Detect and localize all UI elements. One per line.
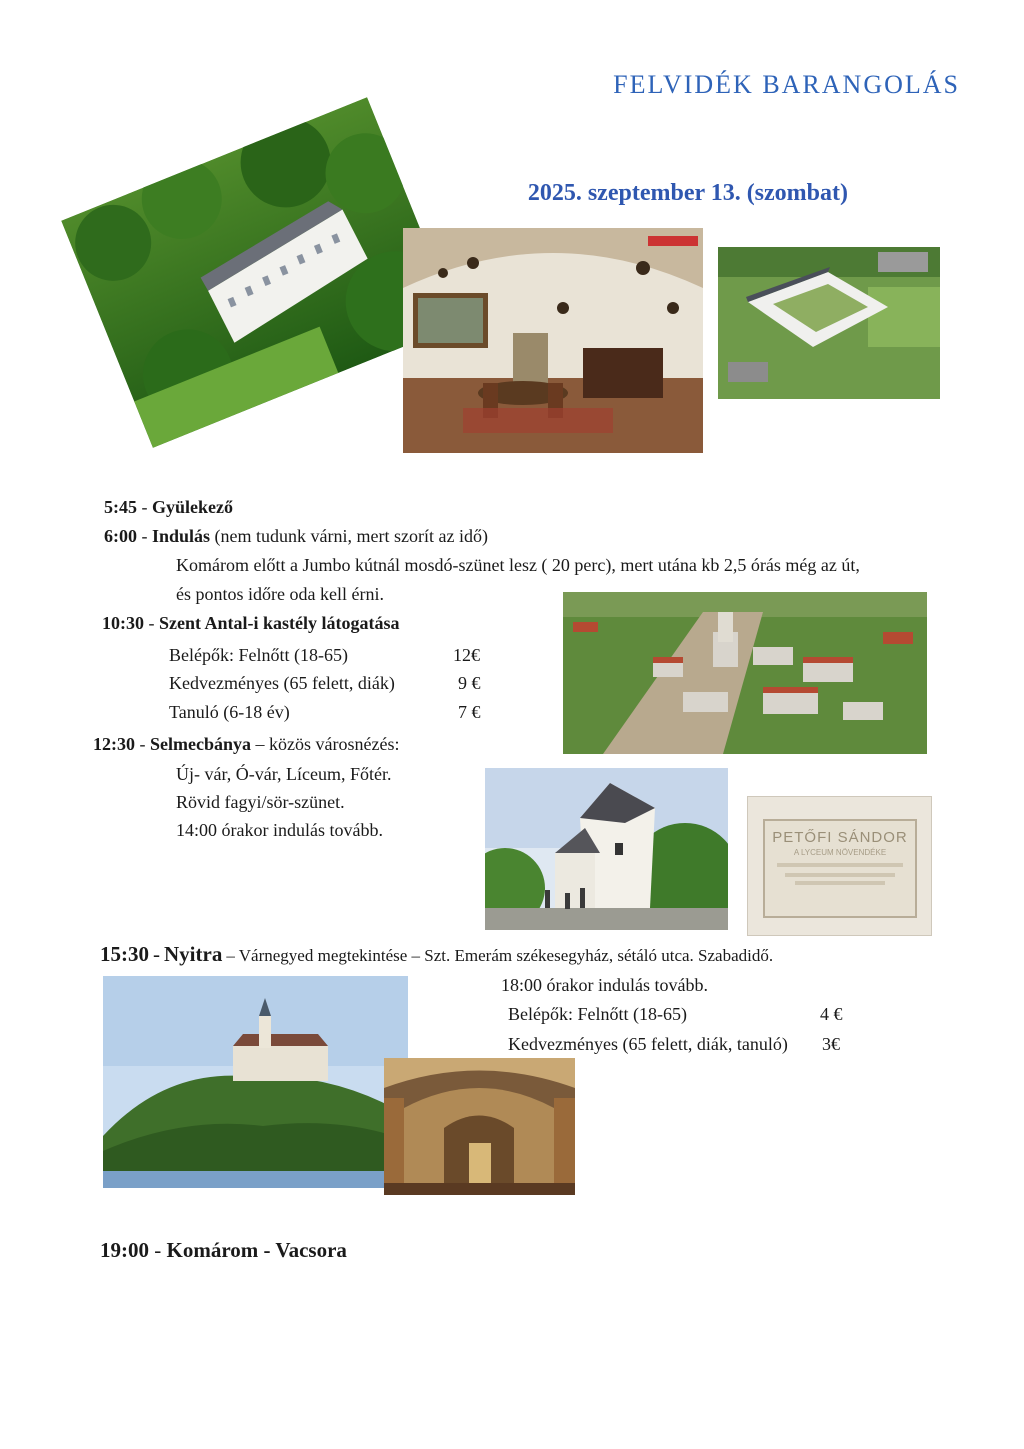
- nitra-castle-photo: [103, 976, 408, 1188]
- item-dinner: [100, 1238, 347, 1263]
- selmec-rest: – közös városnézés:: [255, 734, 400, 754]
- selmec-label: Selmecbánya: [150, 734, 251, 754]
- depart-sep: -: [141, 526, 148, 546]
- item-selmec: [93, 734, 399, 755]
- selmec-line-2: Rövid fagyi/sör-szünet.: [176, 792, 345, 812]
- page-title: FELVIDÉK BARANGOLÁS: [613, 70, 960, 99]
- depart-note: (nem tudunk várni, mert szorít az idő): [214, 526, 488, 546]
- selmec-sep: -: [139, 734, 146, 754]
- depart-detail-1: Komárom előtt a Jumbo kútnál mosdó-szünet lesz ( 20 perc), mert utána kb 2,5 órás még az út,: [176, 555, 860, 575]
- antal-entry-label: Belépők:: [169, 645, 234, 665]
- plaque-subtitle: A LYCEUM NÖVENDÉKE: [793, 848, 887, 857]
- item-depart: [104, 526, 488, 547]
- dinner-label: Komárom - Vacsora: [166, 1238, 347, 1262]
- nyitra-sep: -: [153, 942, 160, 966]
- new-castle-photo: [485, 768, 728, 930]
- selmec-line-3: 14:00 órakor indulás tovább.: [176, 820, 383, 840]
- nyitra-rest: – Várnegyed megtekintése – Szt. Emerám székesegyház, sétáló utca. Szabadidő.: [226, 946, 774, 965]
- item-nyitra: [100, 942, 773, 967]
- event-date: 2025. szeptember 13. (szombat): [527, 180, 848, 206]
- plaque-name: PETŐFI SÁNDOR: [772, 829, 908, 846]
- antal-label: Szent Antal-i kastély látogatása: [159, 613, 400, 633]
- antal-price-label: Kedvezményes (65 felett, diák): [169, 673, 395, 693]
- nyitra-price-row-1: [508, 1004, 687, 1025]
- antal-price-row-1: [169, 645, 348, 666]
- antal-sep: -: [148, 613, 155, 633]
- item-antal: [102, 613, 400, 634]
- castle-forest-photo: [61, 97, 459, 448]
- nyitra-label: Nyitra: [164, 942, 223, 966]
- nyitra-price-value: 3€: [822, 1034, 840, 1054]
- depart-detail-2: és pontos időre oda kell érni.: [176, 584, 384, 604]
- nyitra-line-1: 18:00 órakor indulás tovább.: [501, 975, 708, 995]
- castle-interior-photo: [403, 228, 703, 453]
- gather-sep: -: [141, 497, 148, 517]
- antal-price-value: 12€: [453, 645, 480, 665]
- dinner-sep: -: [154, 1238, 162, 1262]
- town-aerial-photo: [563, 592, 927, 754]
- nyitra-entry-label: Belépők:: [508, 1004, 573, 1024]
- selmec-line-1: Új- vár, Ó-vár, Líceum, Főtér.: [176, 764, 392, 784]
- antal-time: 10:30: [102, 613, 144, 633]
- gather-label: Gyülekező: [152, 497, 233, 517]
- selmec-time: 12:30: [93, 734, 135, 754]
- petofi-plaque-photo: [747, 796, 932, 936]
- castle-aerial-photo: [718, 247, 940, 399]
- nyitra-price-label: Kedvezményes (65 felett, diák, tanuló): [508, 1034, 788, 1054]
- nyitra-price-label: Felnőtt (18-65): [577, 1004, 687, 1024]
- cathedral-interior-photo: [384, 1058, 575, 1195]
- item-gather: [104, 497, 233, 518]
- antal-price-label: Tanuló (6-18 év): [169, 702, 290, 722]
- depart-time: 6:00: [104, 526, 137, 546]
- nyitra-time: 15:30: [100, 942, 149, 966]
- gather-time: 5:45: [104, 497, 137, 517]
- nyitra-price-value: 4 €: [820, 1004, 843, 1024]
- antal-price-value: 9 €: [458, 673, 481, 693]
- depart-label: Indulás: [152, 526, 211, 546]
- antal-price-value: 7 €: [458, 702, 481, 722]
- antal-price-label: Felnőtt (18-65): [238, 645, 348, 665]
- dinner-time: 19:00: [100, 1238, 149, 1262]
